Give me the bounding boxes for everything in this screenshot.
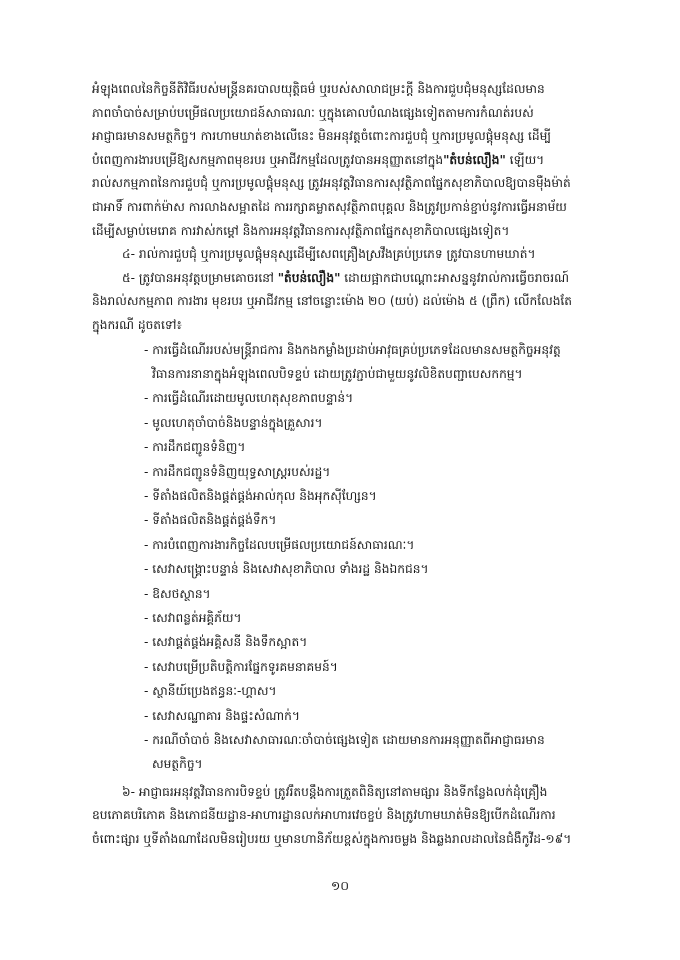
bold-term-yellow-zone: "តំបន់លឿង"	[443, 152, 506, 167]
list-item-continuation: សមត្ថកិច្ច។	[152, 757, 203, 772]
item-5-line: និងរាល់សកម្មភាព ការងារ មុខរបរ ឬអាជីវកម្ម នៅចន្លោះម៉ោង ២០ (យប់) ដល់ម៉ោង ៥ (ព្រឹក) លើកលែងតែ	[92, 294, 573, 309]
page-number: ១០	[330, 878, 350, 893]
paragraph-text: ឡើយ។	[505, 152, 545, 167]
paragraph-line: ដើម្បីសម្លាប់មេរោគ ការវាស់កម្តៅ និងការអនុវត្តវិធានការសុវត្ថិភាពផ្នែកសុខាភិបាលផ្សេងទៀត។	[92, 223, 510, 238]
list-item: - ស្ថានីយ៍ប្រេងឥន្ធនៈ-ហ្គាស។	[144, 684, 277, 699]
item-5-text: ដោយផ្អាកជាបណ្តោះអាសន្ននូវរាល់ការធ្វើចរាចរណ៍	[340, 270, 569, 285]
list-item: - សេវាបម្រើប្រតិបត្តិការផ្នែកទូរគមនាគមន៍។	[144, 659, 338, 674]
list-item: - ទីតាំងផលិតនិងផ្គត់ផ្គង់ទឹក។	[144, 513, 277, 528]
exceptions-list	[92, 338, 616, 777]
item-4-line: ៤- រាល់ការជួបជុំ ឬការប្រមូលផ្តុំមនុស្សដើម្បីសេពគ្រឿងស្រវឹងគ្រប់ប្រភេទ ត្រូវបានហាមឃាត់។	[122, 247, 536, 262]
list-item-text: - ករណីចាំបាច់ និងសេវាសាធារណៈចាំបាច់ផ្សេងទៀត ដោយមានការអនុញ្ញាតពីអាជ្ញាធរមាន	[144, 733, 545, 748]
list-item-continuation: វិធានការនានាក្នុងអំឡុងពេលបិទខ្ទប់ ដោយត្រូវភ្ជាប់ជាមួយនូវលិខិតបញ្ជាបេសកកម្ម។	[152, 366, 523, 381]
list-item: - ការដឹកជញ្ជូនទំនិញ។	[144, 440, 246, 455]
paragraph-line: រាល់សកម្មភាពនៃការជួបជុំ ឬការប្រមូលផ្តុំមនុស្ស ត្រូវអនុវត្តវិធានការសុវត្ថិភាពផ្នែកសុខាភិបាលឱ្យបានម៉ឺងម៉ាត់	[92, 176, 571, 191]
list-item: - សេវាសង្គ្រោះបន្ទាន់ និងសេវាសុខាភិបាល ទាំងរដ្ឋ និងឯកជន។	[144, 562, 429, 577]
list-item: - ការបំពេញការងារកិច្ចដែលបម្រើផលប្រយោជន៍សាធារណៈ។	[144, 537, 415, 552]
list-item-text: - ការធ្វើដំណើររបស់មន្ត្រីរាជការ និងកងកម្លាំងប្រដាប់អាវុធគ្រប់ប្រភេទដែលមានសមត្ថកិច្ចអនុវត្ត	[144, 342, 561, 357]
paragraph-line: ជាអាទិ៍ ការពាក់ម៉ាស ការលាងសម្អាតដៃ ការរក្សាគម្លាតសុវត្ថិភាពបុគ្គល និងត្រូវប្រកាន់ខ្ជាប់នូវការធ្វើអនាម័យ	[92, 199, 567, 214]
list-item: - ទីតាំងផលិតនិងផ្គត់ផ្គង់អាល់កុល និងអុកស៊ីហ្សែន។	[144, 488, 377, 503]
item-4-paragraph	[92, 243, 616, 267]
paragraph-line: អំឡុងពេលនៃកិច្ចនីតិវិធីរបស់មន្ត្រីនគរបាលយុត្តិធម៌ ឬរបស់សាលាជម្រះក្តី និងការជួបជុំមនុស្សដែលមាន	[92, 82, 545, 96]
list-item	[92, 728, 616, 777]
item-6-paragraph	[92, 781, 616, 852]
list-item: - សេវាផ្គត់ផ្គង់អគ្គិសនី និងទឹកស្អាត។	[144, 635, 308, 650]
bold-term-yellow-zone: "តំបន់លឿង"	[277, 270, 341, 285]
paragraph-line: ភាពចាំបាច់សម្រាប់បម្រើផលប្រយោជន៍សាធារណៈ ឬក្នុងគោលបំណងផ្សេងទៀតតាមការកំណត់របស់	[92, 105, 534, 120]
list-item: - ការដឹកជញ្ជូនទំនិញយុទ្ធសាស្ត្ររបស់រដ្ឋ។	[144, 464, 331, 479]
list-item	[92, 338, 616, 387]
paragraph-line: អាជ្ញាធរមានសមត្ថកិច្ច។ ការហាមឃាត់ខាងលើនេះ មិនអនុវត្តចំពោះការជួបជុំ ឬការប្រមូលផ្តុំមនុស្ស ដើម្បី	[92, 129, 552, 144]
list-item: - សេវាពន្លត់អគ្គិភ័យ។	[144, 611, 242, 625]
paragraph-line	[92, 149, 616, 173]
item-6-line: ចំពោះផ្សារ ឬទីតាំងណាដែលមិនរៀបរយ ឬមានហានិភ័យខ្ពស់ក្នុងការចម្លង និងឆ្លងរាលដាលនៃជំងឺកូវីដ-១៩។	[92, 832, 572, 847]
list-item: - ឱសថស្ថាន។	[144, 586, 211, 601]
paragraph-text: បំពេញការងារបម្រើឱ្យសកម្មភាពមុខរបរ ឬអាជីវកម្មដែលត្រូវបានអនុញ្ញាតនៅក្នុង	[92, 152, 444, 167]
list-item: - សេវាសណ្ឋាគារ និងផ្ទះសំណាក់។	[144, 708, 300, 723]
item-5-line: ក្នុងករណី ដូចតទៅ៖	[92, 317, 182, 332]
item-5-text: ៥- ត្រូវបានអនុវត្តបម្រាមគោចរនៅ	[122, 270, 278, 285]
item-6-line: ឧបភោគបរិភោគ និងភោជនីយដ្ឋាន-អាហារដ្ឋានលក់អាហារវេចខ្ចប់ និងត្រូវហាមឃាត់មិនឱ្យបើកដំណើរការ	[92, 808, 556, 823]
item-5-paragraph	[92, 267, 616, 338]
item-6-line: ៦- អាជ្ញាធរអនុវត្តវិធានការបិទខ្ទប់ ត្រូវរឹតបន្តឹងការត្រួតពិនិត្យនៅតាមផ្សារ និងទីកន្លែងលក់ដុំគ្រឿង	[122, 784, 548, 799]
item-5-line	[92, 267, 616, 291]
list-item: - មូលហេតុចាំបាច់និងបន្ទាន់ក្នុងគ្រួសារ។	[144, 415, 323, 430]
intro-paragraph	[92, 78, 616, 243]
list-item: - ការធ្វើដំណើរដោយមូលហេតុសុខភាពបន្ទាន់។	[144, 391, 354, 406]
